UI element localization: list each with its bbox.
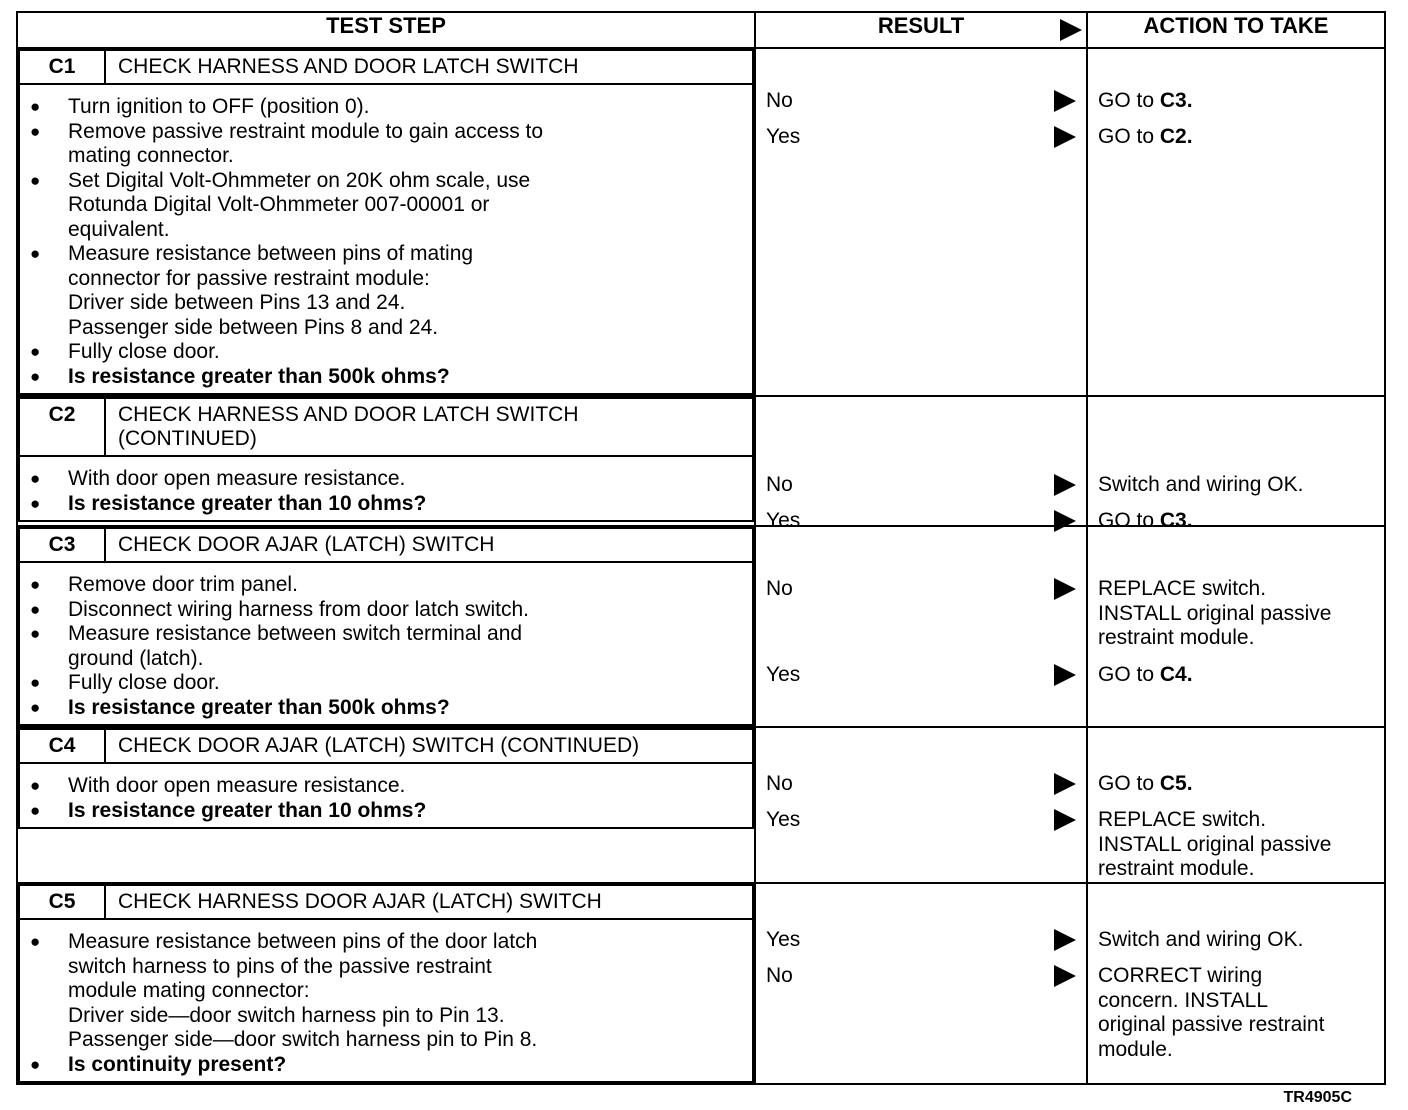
action-line: REPLACE switch.: [1098, 577, 1267, 600]
procedure-line: connector for passive restraint module:: [68, 266, 430, 290]
result-value: Yes: [766, 663, 801, 686]
procedure-line: ● Remove passive restraint module to gain access to: [68, 119, 544, 143]
action-line: INSTALL original passive: [1098, 601, 1332, 625]
step-procedure-list: [20, 85, 752, 393]
procedure-line: Rotunda Digital Volt-Ohmmeter 007-00001 or: [68, 193, 490, 216]
test-question: ● Is resistance greater than 10 ohms?: [68, 492, 742, 517]
procedure-line: mating connector.: [68, 144, 234, 167]
result-cell: [755, 727, 1087, 883]
action-text: [1098, 663, 1378, 688]
action-cell: [1087, 396, 1385, 532]
action-cell: [1087, 727, 1385, 883]
procedure-line: ● Measure resistance between pins of mating: [68, 242, 474, 265]
test-step-header: TEST STEP: [17, 12, 755, 48]
step-row-c3: [17, 526, 1385, 727]
action-line: restraint module.: [1098, 857, 1255, 880]
procedure-line: ground (latch).: [68, 646, 204, 670]
result-line: [766, 89, 1080, 114]
procedure-bullet: [68, 622, 742, 671]
action-suffix: .: [1186, 772, 1193, 795]
action-step-ref: C4: [1159, 663, 1187, 686]
step-title: CHECK HARNESS DOOR AJAR (LATCH) SWITCH: [105, 885, 753, 919]
table-header-row: [17, 12, 1385, 48]
arrow-right-icon: [1060, 19, 1082, 41]
action-line: REPLACE switch.: [1098, 808, 1267, 831]
result-line: [766, 473, 1080, 498]
action-text: [1098, 89, 1378, 114]
arrow-right-icon: [1054, 578, 1076, 600]
test-question: ● Is resistance greater than 500k ohms?: [68, 696, 742, 721]
arrow-right-icon: [1054, 664, 1076, 686]
procedure-bullet: [68, 930, 742, 1053]
procedure-line: Driver side—door switch harness pin to Pin 13.: [68, 1003, 505, 1027]
test-step-cell: [17, 396, 755, 526]
result-header: [755, 12, 1087, 48]
step-id: C1: [19, 50, 105, 84]
step-procedure-list: [20, 920, 752, 1081]
procedure-line: ● Measure resistance between switch terminal and: [68, 622, 523, 645]
procedure-line: ● Set Digital Volt-Ohmmeter on 20K ohm scale, use: [68, 168, 531, 192]
procedure-bullet: [68, 774, 742, 799]
step-row-c5: [17, 883, 1385, 1084]
arrow-right-icon: [1054, 929, 1076, 951]
procedure-line: Driver side between Pins 13 and 24.: [68, 291, 406, 314]
pinpoint-test-table: [16, 11, 1386, 1085]
procedure-bullet: [68, 120, 742, 169]
procedure-line: ● Remove door trim panel.: [68, 573, 298, 596]
action-text: [1098, 772, 1378, 797]
step-procedure-list: [20, 457, 752, 520]
result-cell: [755, 48, 1087, 396]
result-line: [766, 663, 1080, 688]
action-step-ref: C5: [1159, 772, 1187, 795]
result-cell: [755, 526, 1087, 727]
figure-code: TR4905C: [1283, 1089, 1352, 1106]
action-suffix: .: [1186, 509, 1193, 532]
step-title: CHECK DOOR AJAR (LATCH) SWITCH: [105, 528, 753, 562]
result-value: No: [766, 473, 793, 496]
step-id: C4: [19, 729, 105, 763]
procedure-line: ● Fully close door.: [68, 671, 220, 694]
steps-body: [17, 48, 1385, 1084]
result-value: Yes: [766, 928, 801, 951]
result-value: No: [766, 964, 793, 987]
action-suffix: .: [1186, 125, 1193, 148]
procedure-bullet: [68, 340, 742, 365]
step-id: C3: [19, 528, 105, 562]
result-line: [766, 772, 1080, 797]
action-line: CORRECT wiring: [1098, 964, 1263, 987]
step-row-c4: [17, 727, 1385, 883]
test-question: ● Is resistance greater than 10 ohms?: [68, 799, 742, 824]
arrow-right-icon: [1054, 474, 1076, 496]
diagnostic-table-sheet: [16, 11, 1384, 1106]
step-procedure-list: [20, 764, 752, 827]
result-value: Yes: [766, 808, 801, 831]
step-row-c2: [17, 396, 1385, 526]
procedure-line: ● With door open measure resistance.: [68, 774, 406, 797]
result-line: [766, 808, 1080, 833]
result-cell: [755, 396, 1087, 532]
arrow-right-icon: [1054, 90, 1076, 112]
procedure-line: ● Fully close door.: [68, 340, 220, 363]
action-text: [1098, 928, 1378, 953]
procedure-bullet: [68, 671, 742, 696]
action-step-ref: C3: [1159, 89, 1187, 112]
result-line: [766, 964, 1080, 989]
action-text: [1098, 808, 1378, 882]
test-question: ● Is resistance greater than 500k ohms?: [68, 365, 742, 390]
arrow-right-icon: [1054, 126, 1076, 148]
result-line: [766, 577, 1080, 602]
procedure-line: ● Turn ignition to OFF (position 0).: [68, 95, 370, 118]
action-cell: [1087, 48, 1385, 396]
action-step-ref: C2: [1159, 125, 1187, 148]
test-step-cell: [17, 526, 755, 727]
action-suffix: .: [1186, 663, 1193, 686]
procedure-line: module mating connector:: [68, 979, 310, 1002]
action-cell: [1087, 883, 1385, 1084]
result-value: No: [766, 89, 793, 112]
step-procedure-list: [20, 563, 752, 724]
procedure-bullet: [68, 573, 742, 598]
action-line: Switch and wiring OK.: [1098, 473, 1304, 496]
step-id: C2: [19, 398, 105, 456]
procedure-line: switch harness to pins of the passive restraint: [68, 954, 492, 978]
result-header-label: RESULT: [877, 13, 965, 38]
step-title: CHECK HARNESS AND DOOR LATCH SWITCH: [105, 50, 753, 84]
procedure-line: ● With door open measure resistance.: [68, 467, 406, 490]
test-step-cell: [17, 727, 755, 883]
result-value: No: [766, 772, 793, 795]
step-row-c1: [17, 48, 1385, 396]
step-title: [105, 398, 753, 456]
procedure-line: Passenger side—door switch harness pin to Pin 8.: [68, 1028, 538, 1051]
test-step-cell: [17, 48, 755, 396]
action-header: ACTION TO TAKE: [1087, 12, 1385, 48]
action-prefix: GO to: [1098, 663, 1160, 686]
procedure-line: ● Disconnect wiring harness from door latch switch.: [68, 597, 530, 621]
action-line: restraint module.: [1098, 626, 1255, 649]
procedure-bullet: [68, 242, 742, 340]
test-step-cell: [17, 883, 755, 1084]
result-line: [766, 928, 1080, 953]
action-step-ref: C3: [1159, 509, 1187, 532]
step-title-line: (CONTINUED): [118, 427, 257, 450]
step-title-line: CHECK HARNESS AND DOOR LATCH SWITCH: [118, 403, 579, 426]
arrow-right-icon: [1054, 965, 1076, 987]
procedure-line: equivalent.: [68, 217, 170, 241]
arrow-right-icon: [1054, 773, 1076, 795]
step-title: CHECK DOOR AJAR (LATCH) SWITCH (CONTINUED): [105, 729, 753, 763]
result-value: Yes: [766, 509, 801, 532]
action-prefix: GO to: [1098, 89, 1160, 112]
action-line: INSTALL original passive: [1098, 832, 1332, 856]
test-question: ● Is continuity present?: [68, 1053, 742, 1078]
procedure-line: ● Measure resistance between pins of the door latch: [68, 930, 538, 953]
procedure-bullet: [68, 169, 742, 243]
action-line: concern. INSTALL: [1098, 988, 1269, 1012]
procedure-bullet: [68, 467, 742, 492]
procedure-bullet: [68, 598, 742, 623]
action-prefix: GO to: [1098, 125, 1160, 148]
step-id: C5: [19, 885, 105, 919]
action-cell: [1087, 526, 1385, 727]
result-cell: [755, 883, 1087, 1084]
action-text: [1098, 577, 1378, 651]
action-text: [1098, 964, 1378, 1062]
action-suffix: .: [1186, 89, 1193, 112]
result-value: No: [766, 577, 793, 600]
action-line: Switch and wiring OK.: [1098, 928, 1304, 951]
action-line: original passive restraint: [1098, 1013, 1325, 1036]
action-text: [1098, 125, 1378, 150]
arrow-right-icon: [1054, 809, 1076, 831]
procedure-line: Passenger side between Pins 8 and 24.: [68, 315, 439, 339]
procedure-bullet: [68, 95, 742, 120]
action-prefix: GO to: [1098, 509, 1160, 532]
result-line: [766, 125, 1080, 150]
result-value: Yes: [766, 125, 801, 148]
action-line: module.: [1098, 1037, 1173, 1061]
action-prefix: GO to: [1098, 772, 1160, 795]
action-text: [1098, 473, 1378, 498]
